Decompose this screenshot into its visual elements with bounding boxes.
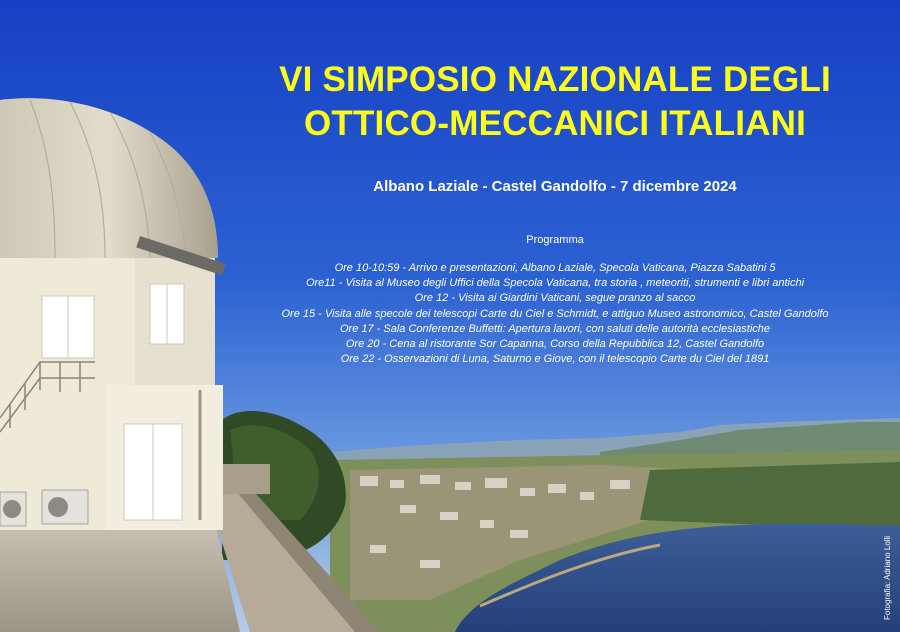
- air-conditioners: [0, 490, 88, 526]
- woods: [640, 462, 900, 530]
- program-item: Ore 10-10:59 - Arrivo e presentazioni, Albano Laziale, Specola Vaticana, Piazza Sabatini 5: [334, 262, 776, 274]
- title-line-2: OTTICO-MECCANICI ITALIANI: [303, 104, 807, 143]
- event-title: [210, 58, 900, 146]
- program-item: Ore 12 - Visita ai Giardini Vaticani, segue pranzo al sacco: [414, 292, 696, 305]
- program-item: Ore 20 - Cena al ristorante Sor Capanna, Corso della Repubblica 12, Castel Gandolfo: [345, 338, 765, 351]
- program-heading: Programma: [526, 234, 584, 246]
- program-item: Ore11 - Visita al Museo degli Uffici della Specola Vaticana, tra storia , meteoriti, strumenti e libri antichi: [305, 277, 805, 290]
- program-item: Ore 22 - Osservazioni di Luna, Saturno e Giove, con il telescopio Carte du Ciel del 1891: [340, 353, 770, 366]
- event-location-date: Albano Laziale - Castel Gandolfo - 7 dicembre 2024: [373, 178, 737, 195]
- chimney-block: [222, 464, 270, 494]
- terrace-floor: [0, 522, 240, 632]
- program-item: Ore 17 - Sala Conferenze Buffetti: Apertura lavori, con saluti delle autorità ecclesiastiche: [339, 322, 771, 335]
- title-line-1: VI SIMPOSIO NAZIONALE DEGLI: [279, 60, 831, 99]
- program-item: Ore 15 - Visita alle specole dei telescopi Carte du Ciel e Schmidt, e attiguo Museo astronomico, Castel Gandolfo: [281, 307, 829, 320]
- program-list: [210, 261, 900, 367]
- photo-credit: Fotografia: Adriano Lolli: [883, 535, 892, 620]
